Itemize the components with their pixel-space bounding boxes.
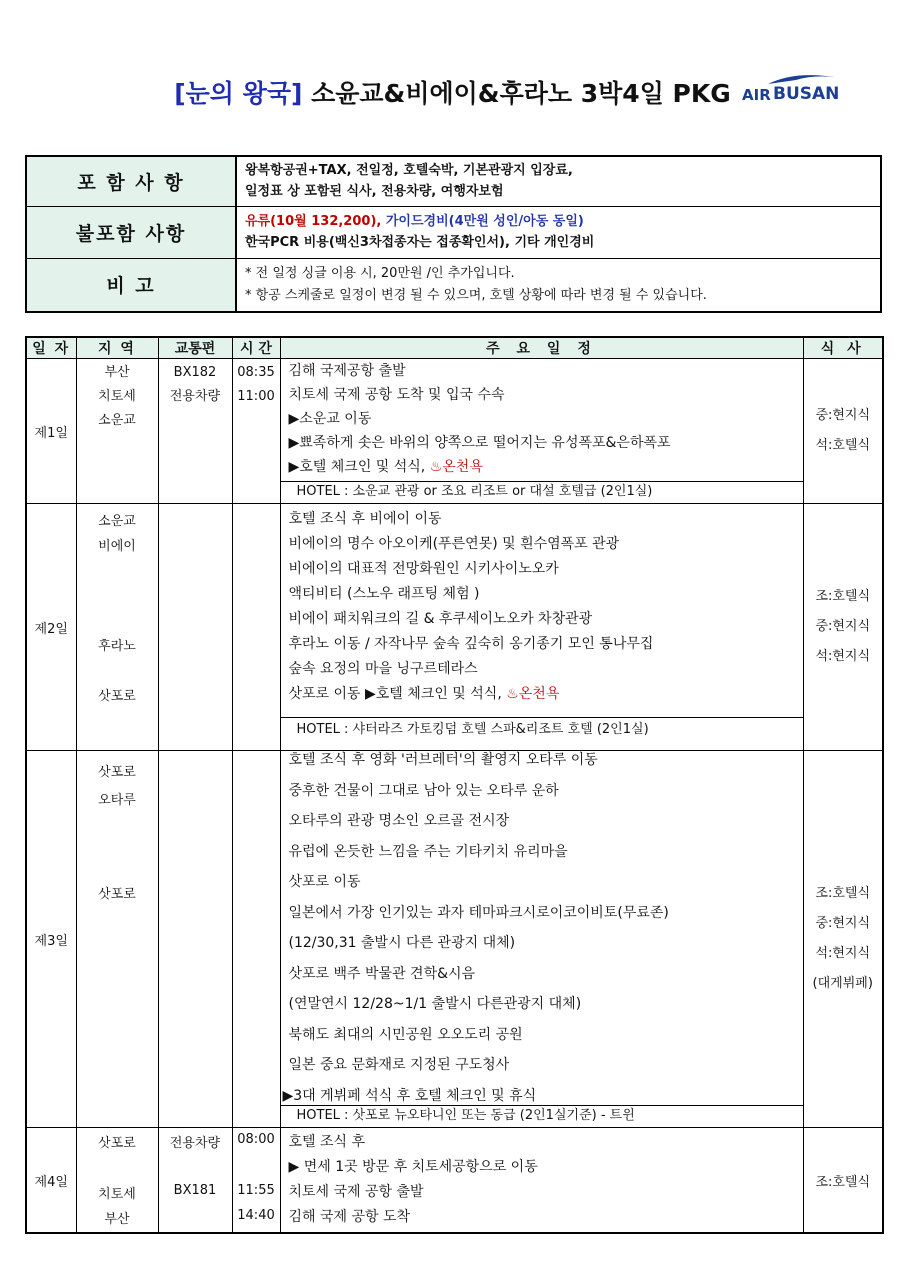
list-item: 김해 국제 공항 도착 [288, 1209, 411, 1225]
list-item: 중후한 건물이 그대로 남아 있는 오타루 운하 [288, 782, 559, 799]
list-item: 유럽에 온듯한 느낌을 주는 기타키치 유리마을 [288, 843, 568, 860]
title-bracket: [눈의 왕국] [174, 79, 303, 108]
list-item: ▶3대 게뷔페 석식 후 호텔 체크인 및 휴식 [282, 1087, 537, 1104]
day4-times: 08:00 11:55 14:40 [232, 1128, 280, 1234]
day3-main [280, 751, 803, 1128]
day4-regions: 삿포로 치토세 부산 [76, 1128, 158, 1234]
list-item: 후라노 이동 / 자작나무 숲속 깊숙히 옹기종기 모인 통나무집 [288, 636, 654, 652]
list-item: 삿포로 백주 박물관 견학&시음 [288, 965, 476, 982]
header-region: 지 역 [76, 337, 158, 359]
list-item: ▶뾰족하게 솟은 바위의 양쪽으로 떨어지는 유성폭포&은하폭포 [288, 435, 671, 451]
list-item: 북해도 최대의 시민공원 오오도리 공원 [288, 1026, 523, 1043]
list-item: 치토세 국제 공항 도착 및 입국 수속 [288, 387, 505, 403]
onsen-text: ♨온천욕 [429, 459, 483, 475]
guide-fee: 가이드경비(4만원 성인/아동 동일) [381, 214, 584, 229]
list-item: 비에이의 대표적 전망화원인 시키사이노오카 [288, 561, 559, 577]
day4-transport: 전용차량 BX181 [158, 1128, 232, 1234]
day3-hotel: HOTEL : 삿포로 뉴오타니인 또는 동급 (2인1실기준) - 트윈 [281, 1105, 803, 1126]
day2-regions: 소운교 비에이 후라노 삿포로 [76, 504, 158, 751]
list-item: ▶소운교 이동 [288, 411, 372, 427]
list-item: 일본 중요 문화재로 지정된 구도청사 [288, 1057, 510, 1073]
logo-busan: BUSAN [773, 84, 840, 104]
list-item: 액티비티 (스노우 래프팅 체험 ) [288, 586, 480, 602]
day4-label: 제4일 [26, 1128, 76, 1234]
list-item: 호텔 조식 후 비에이 이동 [288, 511, 442, 527]
day1-meals: 중:현지식 석:호텔식 [803, 359, 883, 504]
title-main: 소윤교&비에이&후라노 3박4일 PKG [302, 79, 731, 108]
day2-transport [158, 504, 232, 751]
schedule-table [25, 336, 884, 1234]
day1-main [280, 359, 803, 504]
list-item: 오타루의 관광 명소인 오르골 전시장 [288, 813, 510, 829]
day1-regions: 부산 치토세 소운교 [76, 359, 158, 504]
day2-times [232, 504, 280, 751]
day3-label: 제3일 [26, 751, 76, 1128]
remarks-content: * 전 일정 싱글 이용 시, 20만원 /인 추가입니다. * 항공 스케줄로 일정이 변경 될 수 있으며, 호텔 상황에 따라 변경 될 수 있습니다. [236, 258, 881, 312]
excluded-label: 불포함 사항 [26, 206, 236, 258]
list-item: (12/30,31 출발시 다른 관광지 대체) [288, 935, 516, 951]
day1-label: 제1일 [26, 359, 76, 504]
list-item: 일본에서 가장 인기있는 과자 테마파크시로이코이비토(무료존) [288, 904, 669, 921]
list-item: (연말연시 12/28~1/1 출발시 다른관광지 대체) [288, 996, 582, 1012]
day1-hotel: HOTEL : 소운교 관광 or 조요 리조트 or 대설 호텔급 (2인1실) [281, 481, 803, 502]
header-meal: 식 사 [803, 337, 883, 359]
list-item: ▶호텔 체크인 및 석식, ♨온천욕 [288, 459, 483, 475]
table-row [26, 751, 883, 1128]
day4-main [280, 1128, 803, 1234]
onsen-text: ♨온천욕 [506, 686, 560, 702]
day1-times: 08:35 11:00 [232, 359, 280, 504]
day2-hotel: HOTEL : 샤터라즈 가토킹덤 호텔 스파&리조트 호텔 (2인1실) [281, 717, 803, 742]
table-row [26, 504, 883, 751]
list-item: 비에이 패치워크의 길 & 후쿠세이노오카 차창관광 [288, 611, 593, 627]
day4-meals: 조:호텔식 [803, 1128, 883, 1234]
remarks-label: 비 고 [26, 258, 236, 312]
header-day: 일 자 [26, 337, 76, 359]
day3-times [232, 751, 280, 1128]
fuel-surcharge: 유류(10월 132,200), [245, 214, 382, 229]
day3-transport [158, 751, 232, 1128]
list-item: 치토세 국제 공항 출발 [288, 1184, 424, 1200]
air-busan-logo [742, 72, 842, 110]
header-time: 시 간 [232, 337, 280, 359]
list-item: 삿포로 이동 ▶호텔 체크인 및 석식, ♨온천욕 [288, 686, 560, 702]
header-main: 주 요 일 정 [280, 337, 803, 359]
list-item: 삿포로 이동 [288, 874, 361, 890]
list-item: ▶ 면세 1곳 방문 후 치토세공항으로 이동 [288, 1159, 538, 1175]
list-item: 비에이의 명수 아오이케(푸른연못) 및 흰수염폭포 관광 [288, 536, 620, 552]
included-label: 포 함 사 항 [26, 156, 236, 206]
logo-air: AIR [742, 86, 771, 104]
list-item: 호텔 조식 후 [288, 1134, 366, 1150]
day2-label: 제2일 [26, 504, 76, 751]
list-item: 호텔 조식 후 영화 '러브레터'의 촬영지 오타루 이동 [288, 752, 598, 768]
included-content: 왕복항공권+TAX, 전일정, 호텔숙박, 기본관광지 입장료, 일정표 상 포함된 식사, 전용차량, 여행자보험 [236, 156, 881, 206]
list-item: 김해 국제공항 출발 [288, 363, 406, 379]
day2-main [280, 504, 803, 751]
info-table [25, 155, 882, 313]
table-row [26, 1128, 883, 1234]
excluded-content: 유류(10월 132,200), 가이드경비(4만원 성인/아동 동일) 한국PCR 비용(백신3차접종자는 접종확인서), 기타 개인경비 [236, 206, 881, 258]
header-transport: 교통편 [158, 337, 232, 359]
day3-regions: 삿포로 오타루 삿포로 [76, 751, 158, 1128]
day3-meals: 조:호텔식 중:현지식 석:현지식 (대게뷔페) [803, 751, 883, 1128]
table-row [26, 359, 883, 504]
day2-meals: 조:호텔식 중:현지식 석:현지식 [803, 504, 883, 751]
list-item: 숲속 요정의 마을 닝구르테라스 [288, 661, 478, 677]
day1-transport: BX182 전용차량 [158, 359, 232, 504]
